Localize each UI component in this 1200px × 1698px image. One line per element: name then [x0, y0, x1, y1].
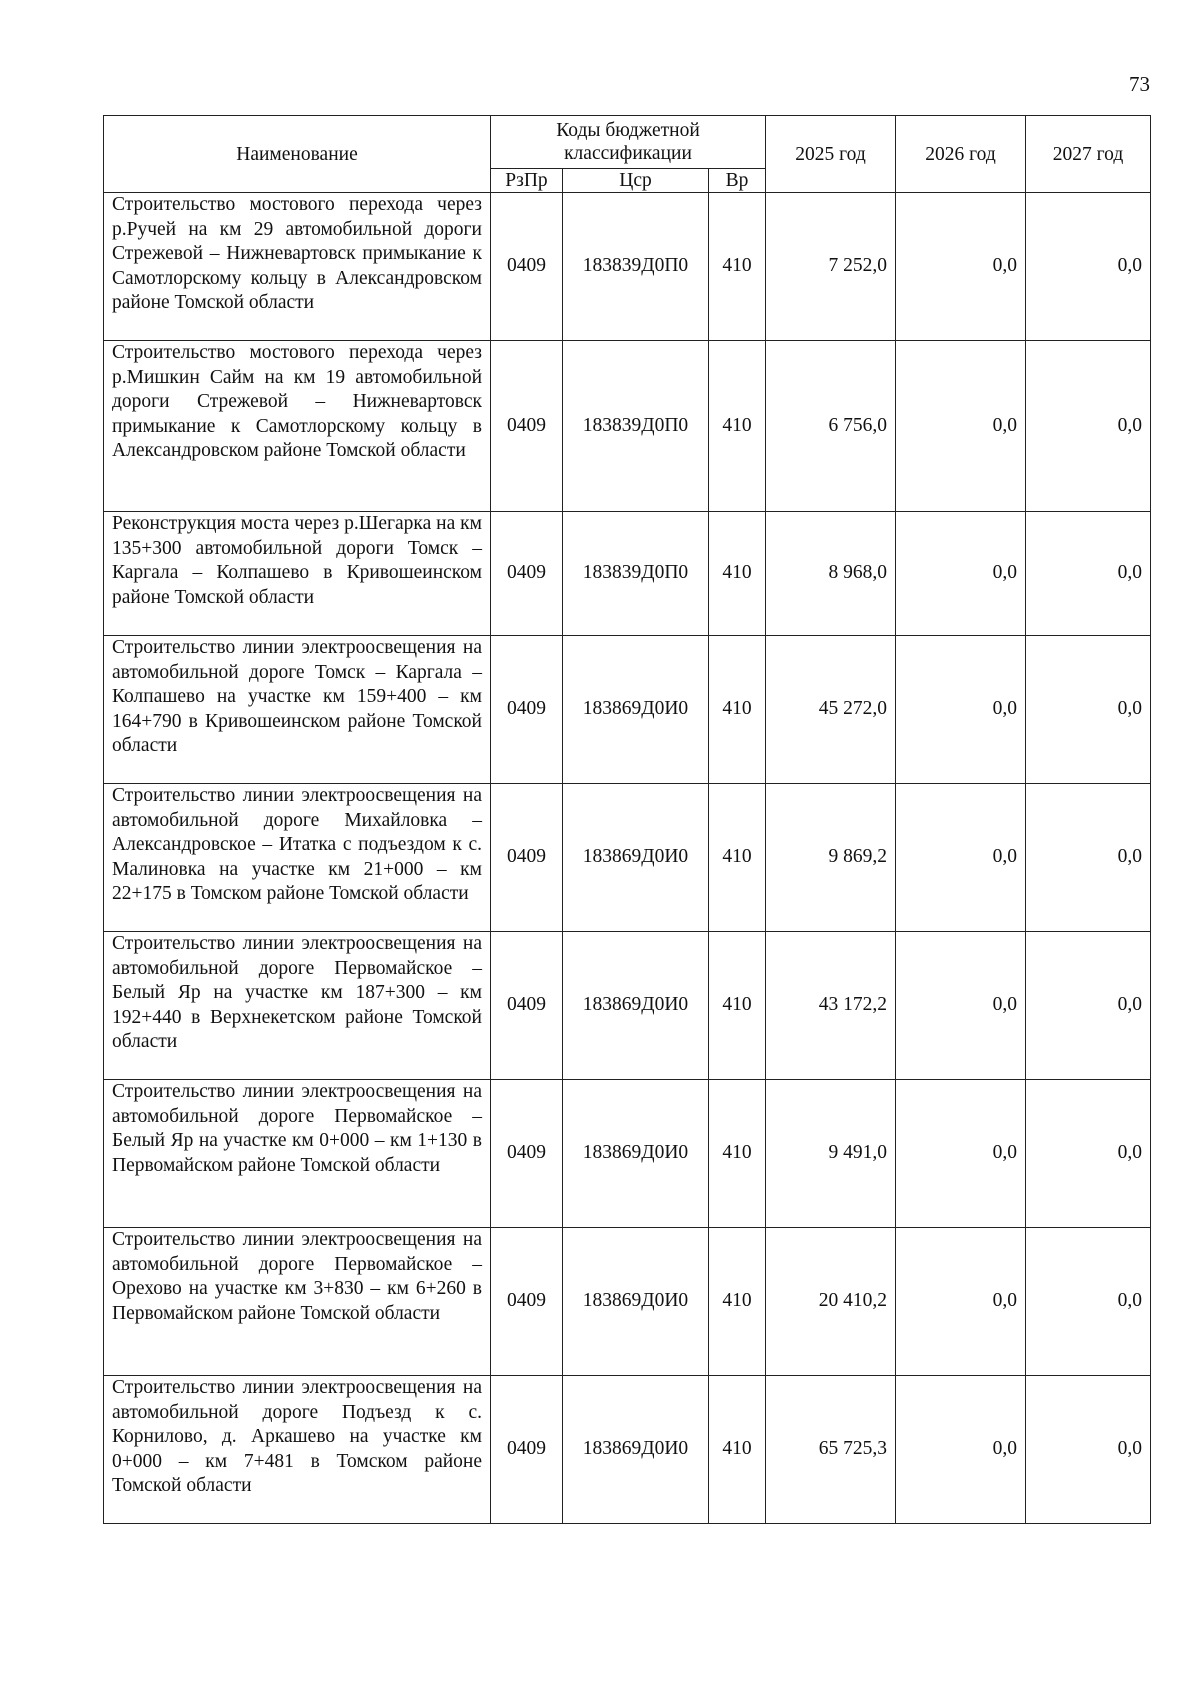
cell-vr: 410 [709, 1080, 766, 1228]
cell-2025: 65 725,3 [766, 1376, 896, 1524]
cell-csr: 183869Д0И0 [563, 1228, 709, 1376]
cell-2026: 0,0 [896, 193, 1026, 341]
table-header [104, 116, 1151, 193]
table-row [104, 193, 1151, 341]
header-codes-group: Коды бюджетной классификации [491, 116, 766, 169]
cell-name: Строительство линии электроосвещения на автомобильной дороге Первомайское – Белый Яр на участке км 187+300 – км 192+440 в Верхнекетском районе Томской области [104, 932, 491, 1080]
cell-name: Реконструкция моста через р.Шегарка на км 135+300 автомобильной дороги Томск – Каргала – Колпашево в Кривошеинском районе Томской области [104, 512, 491, 636]
cell-name: Строительство мостового перехода через р.Мишкин Сайм на км 19 автомобильной дороги Стрежевой – Нижневартовск примыкание к Самотлорскому кольцу в Александровском районе Томской области [104, 341, 491, 512]
cell-2027: 0,0 [1026, 1228, 1151, 1376]
cell-2025: 9 491,0 [766, 1080, 896, 1228]
cell-rzpr: 0409 [491, 636, 563, 784]
cell-csr: 183839Д0П0 [563, 341, 709, 512]
cell-vr: 410 [709, 1376, 766, 1524]
cell-2027: 0,0 [1026, 512, 1151, 636]
cell-name: Строительство линии электроосвещения на автомобильной дороге Первомайское – Орехово на участке км 3+830 – км 6+260 в Первомайском районе Томской области [104, 1228, 491, 1376]
table-row [104, 341, 1151, 512]
cell-2026: 0,0 [896, 636, 1026, 784]
cell-2027: 0,0 [1026, 784, 1151, 932]
cell-name: Строительство линии электроосвещения на автомобильной дороге Подъезд к с. Корнилово, д. Аркашево на участке км 0+000 – км 7+481 в Томском районе Томской области [104, 1376, 491, 1524]
cell-name: Строительство линии электроосвещения на автомобильной дороге Первомайское – Белый Яр на участке км 0+000 – км 1+130 в Первомайском районе Томской области [104, 1080, 491, 1228]
cell-2026: 0,0 [896, 1080, 1026, 1228]
cell-2025: 6 756,0 [766, 341, 896, 512]
header-2025: 2025 год [766, 116, 896, 193]
cell-vr: 410 [709, 1228, 766, 1376]
budget-table [103, 115, 1151, 1524]
cell-2025: 20 410,2 [766, 1228, 896, 1376]
cell-vr: 410 [709, 341, 766, 512]
cell-2025: 43 172,2 [766, 932, 896, 1080]
cell-rzpr: 0409 [491, 1228, 563, 1376]
cell-name: Строительство линии электроосвещения на автомобильной дороге Томск – Каргала – Колпашево на участке км 159+400 – км 164+790 в Кривошеинском районе Томской области [104, 636, 491, 784]
table-row [104, 1228, 1151, 1376]
header-name: Наименование [104, 116, 491, 193]
cell-rzpr: 0409 [491, 341, 563, 512]
cell-rzpr: 0409 [491, 193, 563, 341]
cell-2027: 0,0 [1026, 1080, 1151, 1228]
table-row [104, 1376, 1151, 1524]
cell-2026: 0,0 [896, 1228, 1026, 1376]
cell-rzpr: 0409 [491, 784, 563, 932]
cell-csr: 183869Д0И0 [563, 932, 709, 1080]
cell-rzpr: 0409 [491, 1080, 563, 1228]
cell-2027: 0,0 [1026, 932, 1151, 1080]
table-row [104, 784, 1151, 932]
cell-2025: 7 252,0 [766, 193, 896, 341]
header-2026: 2026 год [896, 116, 1026, 193]
cell-2027: 0,0 [1026, 341, 1151, 512]
header-2027: 2027 год [1026, 116, 1151, 193]
cell-csr: 183869Д0И0 [563, 636, 709, 784]
header-rzpr: РзПр [491, 169, 563, 193]
cell-2026: 0,0 [896, 784, 1026, 932]
cell-csr: 183869Д0И0 [563, 1080, 709, 1228]
cell-2027: 0,0 [1026, 193, 1151, 341]
cell-rzpr: 0409 [491, 512, 563, 636]
cell-2025: 8 968,0 [766, 512, 896, 636]
cell-vr: 410 [709, 193, 766, 341]
cell-2027: 0,0 [1026, 1376, 1151, 1524]
cell-vr: 410 [709, 636, 766, 784]
cell-2025: 9 869,2 [766, 784, 896, 932]
table-row [104, 1080, 1151, 1228]
cell-csr: 183839Д0П0 [563, 512, 709, 636]
cell-name: Строительство линии электроосвещения на автомобильной дороге Михайловка – Александровское – Итатка с подъездом к с. Малиновка на участке км 21+000 – км 22+175 в Томском районе Томской области [104, 784, 491, 932]
cell-csr: 183839Д0П0 [563, 193, 709, 341]
cell-2026: 0,0 [896, 932, 1026, 1080]
cell-2026: 0,0 [896, 1376, 1026, 1524]
table-row [104, 636, 1151, 784]
cell-vr: 410 [709, 932, 766, 1080]
cell-2027: 0,0 [1026, 636, 1151, 784]
table-row [104, 512, 1151, 636]
cell-vr: 410 [709, 784, 766, 932]
page-number: 73 [1129, 72, 1150, 96]
cell-2026: 0,0 [896, 512, 1026, 636]
cell-name: Строительство мостового перехода через р.Ручей на км 29 автомобильной дороги Стрежевой – Нижневартовск примыкание к Самотлорскому кольцу в Александровском районе Томской области [104, 193, 491, 341]
header-vr: Вр [709, 169, 766, 193]
table-row [104, 932, 1151, 1080]
cell-2026: 0,0 [896, 341, 1026, 512]
cell-rzpr: 0409 [491, 932, 563, 1080]
cell-2025: 45 272,0 [766, 636, 896, 784]
cell-csr: 183869Д0И0 [563, 1376, 709, 1524]
cell-csr: 183869Д0И0 [563, 784, 709, 932]
cell-vr: 410 [709, 512, 766, 636]
table-body [104, 193, 1151, 1524]
header-csr: Цср [563, 169, 709, 193]
cell-rzpr: 0409 [491, 1376, 563, 1524]
